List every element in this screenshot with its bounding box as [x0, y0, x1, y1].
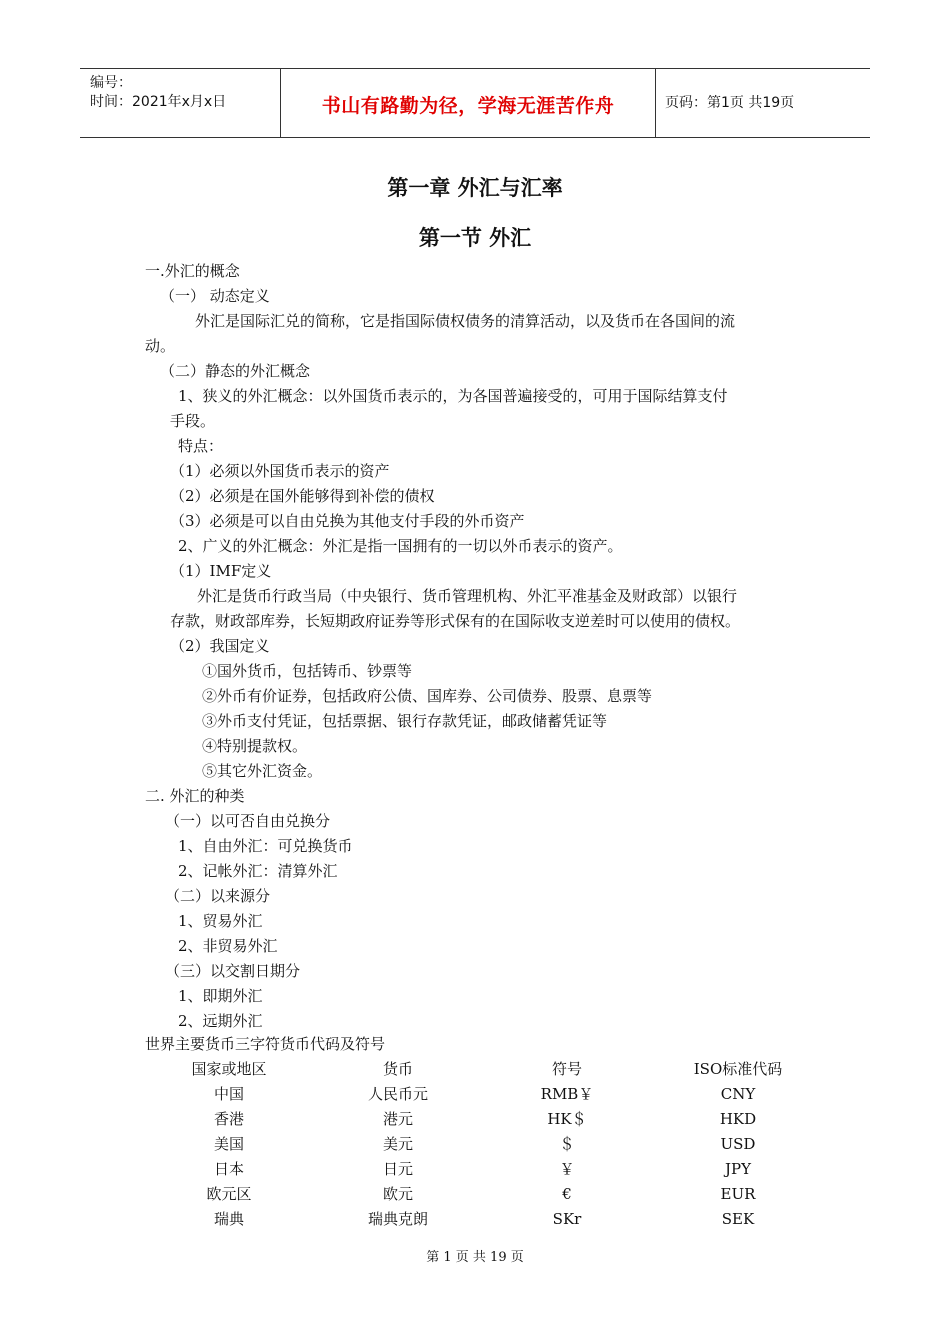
paragraph-line: 外汇是国际汇兑的简称，它是指国际债权债务的清算活动，以及货币在各国间的流: [195, 312, 736, 330]
table-cell: 欧元: [382, 1185, 413, 1203]
list-item: （2）我国定义: [170, 637, 270, 655]
table-cell: 港元: [382, 1110, 413, 1128]
table-cell: CNY: [720, 1085, 756, 1103]
table-cell: RMB￥: [540, 1085, 594, 1103]
table-cell: 日元: [382, 1160, 413, 1178]
chapter-title: 第一章 外汇与汇率: [387, 176, 563, 200]
table-cell: HK＄: [547, 1110, 587, 1128]
table-cell: JPY: [724, 1160, 751, 1178]
subheading: （一）以可否自由兑换分: [165, 812, 331, 830]
list-item: ①国外货币，包括铸币、钞票等: [202, 662, 413, 680]
paragraph-line: 外汇是货币行政当局（中央银行、货币管理机构、外汇平准基金及财政部）以银行: [197, 587, 738, 605]
list-item: ⑤其它外汇资金。: [202, 762, 323, 780]
table-cell: 美国: [213, 1135, 244, 1153]
subheading: （三）以交割日期分: [165, 962, 301, 980]
list-item: 2、远期外汇: [178, 1012, 263, 1030]
list-item: （2）必须是在国外能够得到补偿的债权: [170, 487, 435, 505]
table-cell: 香港: [213, 1110, 244, 1128]
heading-1: 一.外汇的概念: [145, 262, 240, 280]
subheading: （二）以来源分: [165, 887, 271, 905]
document-number-label: 编号：: [90, 75, 132, 91]
table-cell: USD: [720, 1135, 756, 1153]
table-cell: 中国: [213, 1085, 244, 1103]
list-item: （1）必须以外国货币表示的资产: [170, 462, 390, 480]
paragraph-line: 动。: [145, 337, 176, 355]
list-item: 1、贸易外汇: [178, 912, 263, 930]
header-motto-cell: [280, 69, 656, 137]
document-date: 时间：2021年x月x日: [90, 94, 227, 110]
list-item: （3）必须是可以自由兑换为其他支付手段的外币资产: [170, 512, 525, 530]
subheading: （一） 动态定义: [160, 287, 270, 305]
table-cell: ＄: [559, 1135, 575, 1153]
table-cell: EUR: [720, 1185, 756, 1203]
table-header-cell: 货币: [382, 1060, 413, 1078]
table-header-cell: ISO标准代码: [693, 1060, 783, 1078]
section-title: 第一节 外汇: [418, 226, 532, 250]
subheading: （二）静态的外汇概念: [160, 362, 311, 380]
table-cell: ￥: [559, 1160, 575, 1178]
table-header-cell: 符号: [551, 1060, 582, 1078]
table-cell: 美元: [382, 1135, 413, 1153]
table-cell: €: [562, 1185, 572, 1203]
table-cell: 人民币元: [367, 1085, 428, 1103]
list-item: ③外币支付凭证，包括票据、银行存款凭证，邮政储蓄凭证等: [202, 712, 608, 730]
list-item: 2、非贸易外汇: [178, 937, 278, 955]
paragraph-line: 2、广义的外汇概念：外汇是指一国拥有的一切以外币表示的资产。: [178, 537, 623, 555]
table-cell: 瑞典克朗: [367, 1210, 428, 1228]
table-cell: SEK: [721, 1210, 755, 1228]
list-item: ④特别提款权。: [202, 737, 308, 755]
table-cell: 日本: [213, 1160, 244, 1178]
list-item: 1、自由外汇：可兑换货币: [178, 837, 353, 855]
header-meta-cell: [80, 69, 280, 137]
list-item: ②外币有价证券，包括政府公债、国库券、公司债券、股票、息票等: [202, 687, 653, 705]
table-cell: SKr: [552, 1210, 582, 1228]
paragraph-line: 手段。: [170, 412, 216, 430]
header-page-cell: [656, 69, 870, 137]
header-page-info: 页码：第1页 共19页: [665, 95, 795, 111]
paragraph-line: 存款，财政部库券，长短期政府证券等形式保有的在国际收支逆差时可以使用的债权。: [170, 612, 741, 630]
page-footer: 第 1 页 共 19 页: [426, 1250, 524, 1265]
table-header-cell: 国家或地区: [191, 1060, 267, 1078]
page-header: [80, 68, 870, 138]
paragraph-line: 1、狭义的外汇概念：以外国货币表示的，为各国普遍接受的，可用于国际结算支付: [178, 387, 728, 405]
heading-2: 二. 外汇的种类: [145, 787, 245, 805]
paragraph-line: 特点：: [178, 437, 224, 455]
list-item: 1、即期外汇: [178, 987, 263, 1005]
table-cell: 欧元区: [206, 1185, 252, 1203]
list-item: （1）IMF定义: [170, 562, 272, 580]
list-item: 2、记帐外汇：清算外汇: [178, 862, 338, 880]
table-cell: HKD: [719, 1110, 757, 1128]
header-motto: 书山有路勤为径，学海无涯苦作舟: [321, 95, 615, 117]
table-cell: 瑞典: [213, 1210, 244, 1228]
table-caption: 世界主要货币三字符货币代码及符号: [145, 1035, 386, 1053]
